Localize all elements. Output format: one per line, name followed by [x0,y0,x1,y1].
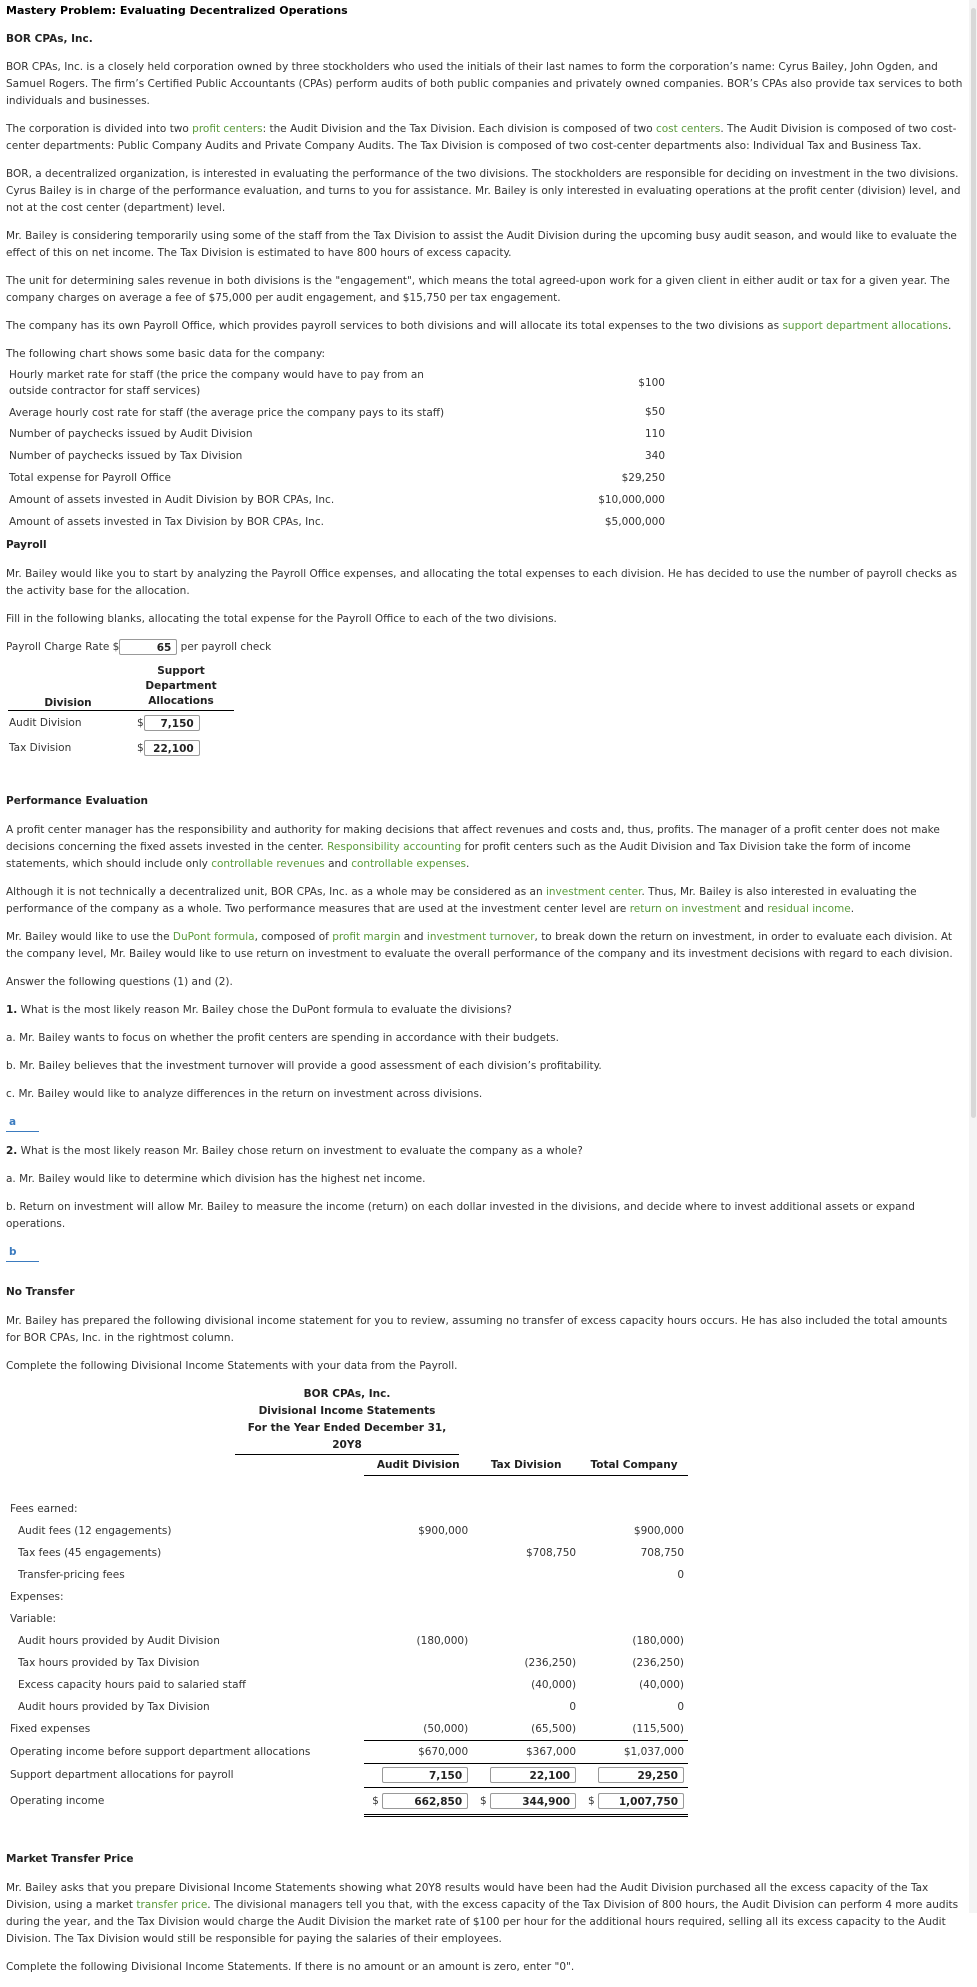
audit-allocation-input[interactable]: 7,150 [144,715,200,731]
col-tax-division: Tax Division [472,1455,580,1476]
page-title: Mastery Problem: Evaluating Decentralized Operations [6,4,348,17]
scrollbar-thumb[interactable] [971,8,976,1118]
intro-paragraph-1: BOR CPAs, Inc. is a closely held corporation owned by three stockholders who used the initials of their last names to form the corporation’s name: Cyrus Bailey, John Ogden, and Samuel Rogers. The firm’s Certified Public Accountants (CPAs) perform audits of both public companies and privately owned companies. BOR’s CPAs also provide tax services to both individuals and businesses. [6,61,963,107]
income-statement-table [6,1455,688,1817]
support-department-allocations-link[interactable]: support department allocations [782,320,949,332]
statement-period: For the Year Ended December 31, 20Y8 [235,1420,459,1455]
table-row: Excess capacity hours paid to salaried staff (40,000) (40,000) [18,1678,684,1691]
audit-support-input[interactable]: 7,150 [382,1767,468,1783]
performance-heading: Performance Evaluation [6,794,149,807]
intro-paragraph-7: The following chart shows some basic data for the company: [6,348,326,360]
support-allocation-table [8,663,234,761]
table-row: Fixed expenses (50,000) (65,500) (115,500) [6,1718,688,1741]
basic-data-table [6,365,668,533]
dupont-formula-link[interactable]: DuPont formula [172,930,255,943]
support-allocations-label: Support department allocations for payroll [10,1769,234,1781]
cost-centers-link[interactable]: cost centers [655,123,721,135]
intro-paragraph-4: Mr. Bailey is considering temporarily using some of the staff from the Tax Division to assist the Audit Division during the upcoming busy audit season, and would like to evaluate the effect of this on net income. The Tax Division is estimated to have 800 hours of excess capacity. [6,230,957,259]
table-row: Audit hours provided by Audit Division (180,000) (180,000) [18,1634,684,1647]
table-row: Tax hours provided by Tax Division (236,250) (236,250) [18,1656,684,1669]
payroll-paragraph-2: Fill in the following blanks, allocating the total expense for the Payroll Office to each of the two divisions. [6,613,557,625]
table-row: Hourly market rate for staff (the price the company would have to pay from an outside contractor for staff services) $100 [9,369,665,397]
question-1-option-a: a. Mr. Bailey wants to focus on whether the profit centers are spending in accordance with their budgets. [6,1031,559,1044]
question-1-option-b: b. Mr. Bailey believes that the investment turnover will provide a good assessment of each division’s profitability. [6,1059,602,1072]
intro-paragraph-2: The corporation is divided into two profit centers: the Audit Division and the Tax Division. Each division is composed of two cost centers. The Audit Division is composed of two cost-center departments: Public Company Audits and Private Company Audits. The Tax Division is composed of two cost-center departments also: Individual Tax and Business Tax. [6,123,957,152]
problem-page [6,0,964,1987]
question-1-answer[interactable]: a [6,1114,39,1132]
table-row: Number of paychecks issued by Tax Division 340 [9,450,665,462]
audit-operating-income-input[interactable]: 662,850 [382,1793,468,1809]
no-transfer-paragraph-2: Complete the following Divisional Income Statements with your data from the Payroll. [6,1359,458,1372]
no-transfer-paragraph-1: Mr. Bailey has prepared the following divisional income statement for you to review, assuming no transfer of excess capacity hours occurs. He has also included the total amounts for BOR CPAs, Inc. in the rightmost column. [6,1314,948,1344]
table-row: Average hourly cost rate for staff (the average price the company pays to its staff) $50 [9,406,665,419]
payroll-rate-row [6,639,964,655]
transfer-price-link[interactable]: transfer price [136,1898,208,1911]
payroll-rate-label: Payroll Charge Rate $ [6,641,120,653]
col-audit-division: Audit Division [364,1455,472,1476]
payroll-heading: Payroll [6,539,47,551]
question-2-option-a: a. Mr. Bailey would like to determine which division has the highest net income. [6,1172,426,1185]
payroll-rate-suffix: per payroll check [180,641,272,653]
col-total-company: Total Company [580,1455,688,1476]
question-2-answer[interactable]: b [6,1244,39,1262]
table-row: Audit fees (12 engagements) $900,000 $900,000 [18,1524,684,1537]
intro-paragraph-3: BOR, a decentralized organization, is interested in evaluating the performance of the two divisions. The stockholders are responsible for deciding on investment in the two divisions. Cyrus Bailey is in charge of the performance evaluation, and turns to you for assistance. Mr. Bailey is only interested in evaluating operations at the profit center (division) level, and not at the cost center (department) level. [6,168,961,214]
profit-centers-link[interactable]: profit centers [192,123,263,135]
performance-paragraph-2: Although it is not technically a decentralized unit, BOR CPAs, Inc. as a whole may be considered as an investment center. Thus, Mr. Bailey is also interested in evaluating the performance of the company as a whole. Two performance measures that are used at the investment center level are return on investment and residual income. [6,885,917,915]
market-paragraph-1: Mr. Bailey asks that you prepare Divisional Income Statements showing what 20Y8 results would have been had the Audit Division purchased all the excess capacity of the Tax Division, using a market transfer price. The divisional managers tell you that, with the excess capacity of the Tax Division of 800 hours, the Audit Division can perform 4 more audits during the year, and the Tax Division would charge the Audit Division the market rate of $100 per hour for the additional hours required, selling all its excess capacity to the Audit Division. The Tax Division would still be responsible for paying the salaries of their employees. [6,1881,959,1945]
question-2-option-b: b. Return on investment will allow Mr. Bailey to measure the income (return) on each dollar invested in the divisions, and decide where to invest additional assets or expand operations. [6,1200,915,1230]
responsibility-accounting-link[interactable]: Responsibility accounting [327,840,462,853]
table-row [6,1763,688,1787]
table-row: Operating income $ 662,850 $ 344,900 $ 1,007,750 [6,1787,688,1815]
vertical-scrollbar[interactable] [969,0,977,1913]
table-row: Amount of assets invested in Tax Division by BOR CPAs, Inc. $5,000,000 [9,516,665,528]
profit-margin-link[interactable]: profit margin [332,930,401,943]
payroll-paragraph-1: Mr. Bailey would like you to start by analyzing the Payroll Office expenses, and allocating the total expenses to each division. He has decided to use the number of payroll checks as the activity base for the allocation. [6,568,957,597]
question-1-option-c: c. Mr. Bailey would like to analyze differences in the return on investment across divisions. [6,1087,483,1100]
return-on-investment-link[interactable]: return on investment [629,902,741,915]
table-row: Operating income before support department allocations $670,000 $367,000 $1,037,000 [6,1740,688,1763]
tax-operating-income-input[interactable]: 344,900 [490,1793,576,1809]
investment-turnover-link[interactable]: investment turnover [426,930,535,943]
operating-income-label: Operating income [10,1795,105,1807]
table-row: Total expense for Payroll Office $29,250 [9,472,665,484]
market-paragraph-2: Complete the following Divisional Income Statements. If there is no amount or an amount is zero, enter "0". [6,1960,575,1973]
table-row: Expenses: [10,1590,64,1603]
market-transfer-heading: Market Transfer Price [6,1852,134,1865]
payroll-rate-input[interactable]: 65 [119,639,177,655]
table-row: Amount of assets invested in Audit Division by BOR CPAs, Inc. $10,000,000 [9,494,665,506]
question-2: 2. What is the most likely reason Mr. Bailey chose return on investment to evaluate the company as a whole? [6,1144,583,1157]
table-row: Tax fees (45 engagements) $708,750 708,750 [18,1546,684,1559]
table-row: Audit Division $ 7,150 [8,711,234,736]
intro-paragraph-6: The company has its own Payroll Office, which provides payroll services to both divisions and will allocate its total expenses to the two divisions as support department allocations. [6,320,952,332]
statement-company: BOR CPAs, Inc. [303,1387,391,1400]
question-1: 1. What is the most likely reason Mr. Bailey chose the DuPont formula to evaluate the divisions? [6,1003,512,1016]
investment-center-link[interactable]: investment center [545,885,642,898]
residual-income-link[interactable]: residual income [767,902,851,915]
tax-allocation-input[interactable]: 22,100 [144,740,200,756]
total-support-input[interactable]: 29,250 [598,1767,684,1783]
division-header: Division [8,663,128,711]
total-operating-income-input[interactable]: 1,007,750 [598,1793,684,1809]
table-row: Tax Division $ 22,100 [8,736,234,761]
performance-paragraph-4: Answer the following questions (1) and (2). [6,975,233,988]
controllable-expenses-link[interactable]: controllable expenses [351,857,467,870]
tax-support-input[interactable]: 22,100 [490,1767,576,1783]
allocation-header: Support Department Allocations [128,663,234,711]
table-row: Transfer-pricing fees 0 [18,1568,684,1581]
table-row: Fees earned: [10,1502,78,1515]
no-transfer-heading: No Transfer [6,1285,75,1298]
company-heading: BOR CPAs, Inc. [6,33,93,45]
table-row: Number of paychecks issued by Audit Division 110 [9,428,665,440]
statement-title-block [6,1386,688,1455]
performance-paragraph-3: Mr. Bailey would like to use the DuPont formula, composed of profit margin and investment turnover, to break down the return on investment, in order to evaluate each division. At the company level, Mr. Bailey would like to use return on investment to evaluate the overall performance of the company and its investment decisions with regard to each division. [6,930,953,960]
table-row: Variable: [10,1612,57,1625]
performance-paragraph-1: A profit center manager has the responsibility and authority for making decisions that affect revenues and costs and, thus, profits. The manager of a profit center does not make decisions concerning the fixed assets invested in the center. Responsibility accounting for profit centers such as the Audit Division and Tax Division take the form of income statements, which should include only controllable revenues and controllable expenses. [6,823,940,870]
statement-title: Divisional Income Statements [258,1404,436,1417]
controllable-revenues-link[interactable]: controllable revenues [211,857,325,870]
table-row: Audit hours provided by Tax Division 0 0 [18,1700,684,1713]
intro-paragraph-5: The unit for determining sales revenue in both divisions is the "engagement", which means the total agreed-upon work for a given client in either audit or tax for a given year. The company charges on average a fee of $75,000 per audit engagement, and $15,750 per tax engagement. [6,275,950,304]
